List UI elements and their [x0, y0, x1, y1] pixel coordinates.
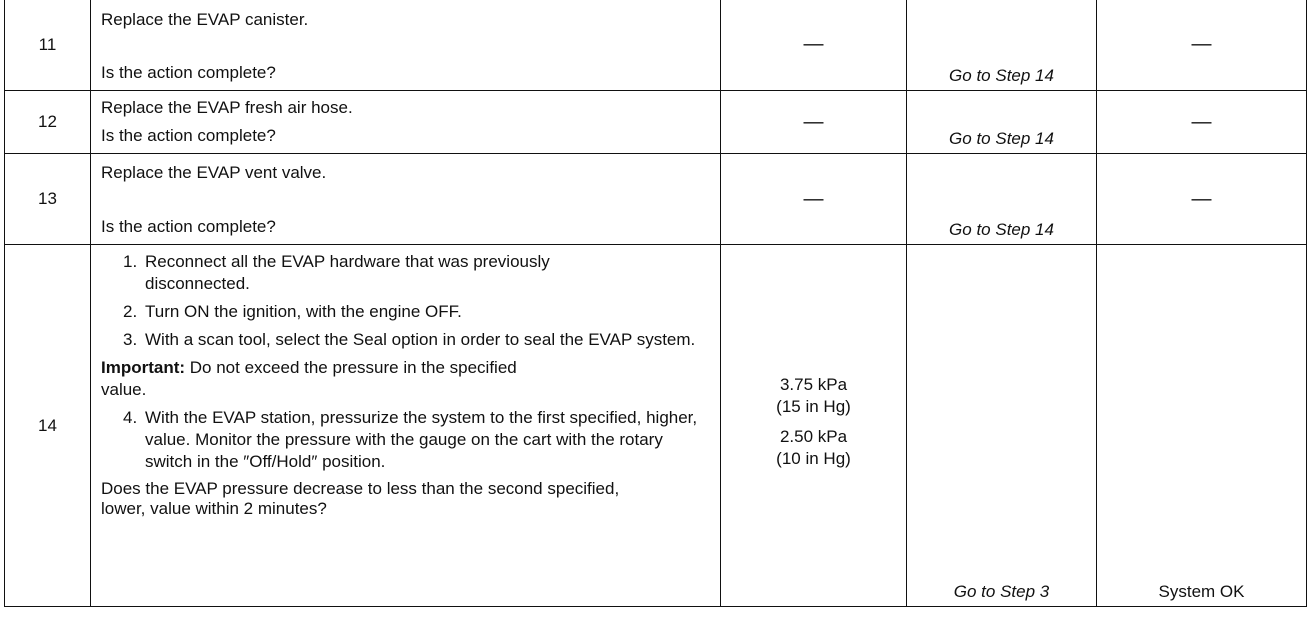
- action-question: Is the action complete?: [101, 126, 276, 145]
- step-number: 13: [5, 154, 91, 245]
- yes-text: Go to Step 3: [953, 582, 1050, 601]
- value-group-2: [721, 426, 906, 470]
- item-text: With the EVAP station, pressurize the system to the first specified, higher, value. Monitor the pressure with the gauge on the cart with the rotary switch in the ″Off/Hold″ position.: [145, 408, 698, 471]
- list-item: [101, 251, 710, 295]
- item-number: 2.: [123, 302, 138, 321]
- action-question: Does the EVAP pressure decrease to less than the second specified, lower, value within 2 minutes?: [101, 479, 620, 518]
- action-cell: [91, 245, 721, 607]
- action-text: Replace the EVAP canister.: [101, 10, 309, 29]
- procedure-list: [101, 407, 710, 473]
- item-number: 1.: [123, 252, 138, 271]
- important-text: Do not exceed the pressure in the specified value.: [101, 358, 517, 399]
- no-cell: —: [1097, 91, 1307, 154]
- yes-cell: [907, 154, 1097, 245]
- value-kpa: 3.75 kPa: [779, 374, 848, 394]
- value-kpa: 2.50 kPa: [779, 426, 848, 446]
- no-cell: [1097, 245, 1307, 607]
- item-number: 4.: [123, 408, 138, 427]
- no-text: System OK: [1158, 582, 1245, 601]
- list-item: [101, 301, 710, 323]
- yes-text: Go to Step 14: [949, 220, 1054, 239]
- specified-values: [721, 374, 906, 470]
- value-cell: —: [721, 91, 907, 154]
- value-inhg: (10 in Hg): [776, 448, 851, 468]
- item-text: With a scan tool, select the Seal option in order to seal the EVAP system.: [145, 330, 696, 349]
- list-item: [101, 407, 710, 473]
- step-number: 12: [5, 91, 91, 154]
- action-text: Replace the EVAP vent valve.: [101, 163, 327, 182]
- action-cell: [91, 0, 721, 91]
- yes-text: Go to Step 14: [949, 66, 1054, 85]
- yes-text: Go to Step 14: [949, 129, 1054, 148]
- table-row: [5, 154, 1307, 245]
- item-text: Turn ON the ignition, with the engine OFF.: [145, 302, 462, 321]
- table-row: [5, 245, 1307, 607]
- yes-cell: [907, 91, 1097, 154]
- item-text: Reconnect all the EVAP hardware that was previously disconnected.: [145, 252, 550, 293]
- item-number: 3.: [123, 330, 138, 349]
- no-cell: —: [1097, 0, 1307, 91]
- important-label: Important:: [101, 358, 186, 377]
- table-row: [5, 91, 1307, 154]
- no-cell: —: [1097, 154, 1307, 245]
- value-cell: —: [721, 154, 907, 245]
- value-cell: —: [721, 0, 907, 91]
- yes-cell: [907, 0, 1097, 91]
- action-question: Is the action complete?: [101, 217, 276, 236]
- action-cell: [91, 154, 721, 245]
- value-inhg: (15 in Hg): [776, 396, 851, 416]
- list-item: [101, 329, 710, 351]
- yes-cell: [907, 245, 1097, 607]
- important-note: [101, 357, 561, 401]
- table-row: [5, 0, 1307, 91]
- action-text: Replace the EVAP fresh air hose.: [101, 98, 353, 117]
- value-group-1: [721, 374, 906, 418]
- action-question: Is the action complete?: [101, 63, 276, 82]
- step-number: 14: [5, 245, 91, 607]
- action-cell: [91, 91, 721, 154]
- diagnostic-table: [4, 0, 1307, 607]
- step-number: 11: [5, 0, 91, 91]
- procedure-list: [101, 251, 710, 351]
- value-cell: [721, 245, 907, 607]
